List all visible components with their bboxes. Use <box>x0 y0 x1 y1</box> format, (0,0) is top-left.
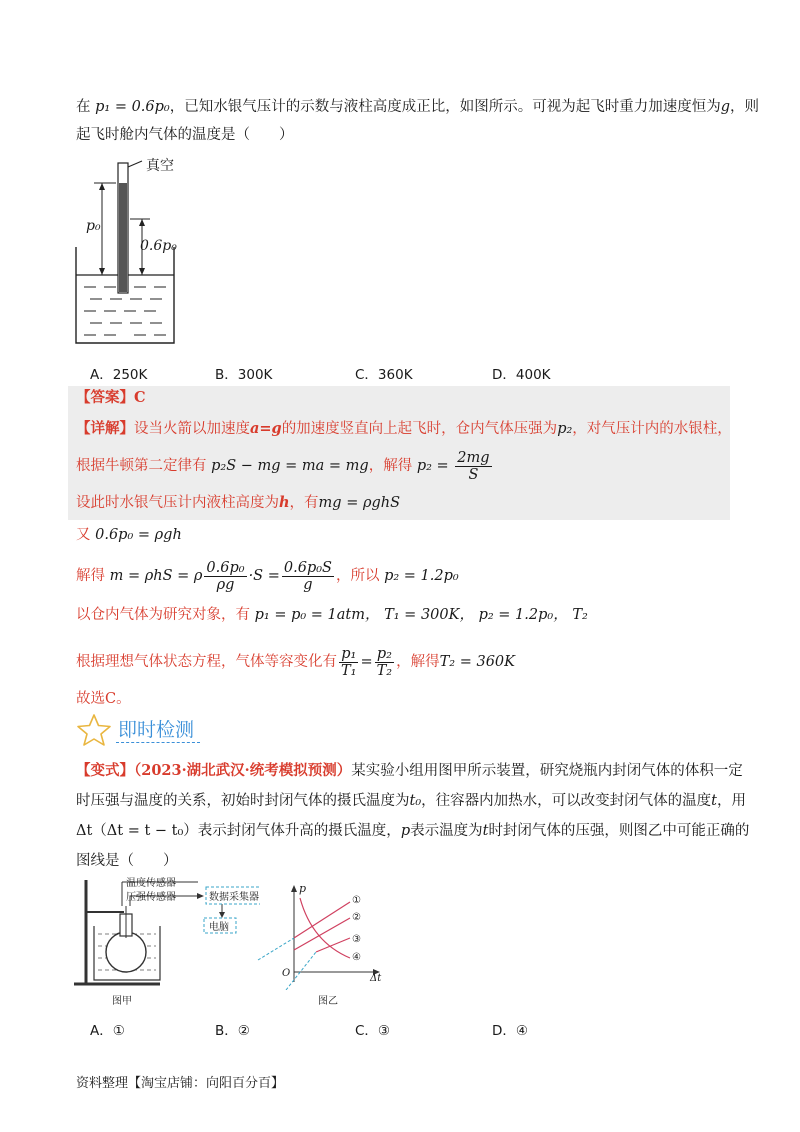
math-newton: p₂S − mg = ma = mg <box>211 458 369 474</box>
text: ，用 <box>716 793 746 809</box>
math-t: t <box>711 793 717 809</box>
math: p₁ = p₀ = 1atm， <box>254 607 380 623</box>
curve-3 <box>316 938 350 952</box>
label-06p0: 0.6p₀ <box>140 238 177 254</box>
fraction <box>455 450 491 483</box>
math-t: t <box>482 823 489 839</box>
detail-line5 <box>76 556 459 596</box>
text: ，解得 <box>368 458 413 474</box>
math: T₂ = 360K <box>439 654 515 670</box>
frac-den: ρg <box>216 576 235 593</box>
fraction <box>204 560 246 593</box>
answer-label: 【答案】 <box>76 389 134 406</box>
q1-option-c[interactable]: C．360K <box>355 367 413 383</box>
frac-den: T₁ <box>341 662 357 679</box>
q1-intro-line1 <box>76 96 759 118</box>
math-p: p <box>400 823 411 839</box>
math: ·S = <box>248 568 280 584</box>
frac-num: p₁ <box>339 646 358 663</box>
q2-source: （2023·湖北武汉·统考模拟预测） <box>134 762 352 779</box>
math-h: h <box>279 494 290 511</box>
frac-num: p₂ <box>375 646 394 663</box>
text: ，则 <box>730 99 760 115</box>
text: ，已知水银气压计的示数与液柱高度成正比，如图所示。可视为起飞时重力加速度恒为 <box>169 99 721 115</box>
detail-line1 <box>76 418 732 440</box>
q2-option-d[interactable]: D．④ <box>492 1023 528 1039</box>
curve-label-1: ① <box>352 895 361 906</box>
detail-line7 <box>76 642 515 682</box>
text: 在 <box>76 99 96 115</box>
math: m = ρhS = ρ <box>109 568 203 584</box>
detail-line3 <box>76 492 400 514</box>
label-collector: 数据采集器 <box>209 892 259 903</box>
text: ，解得 <box>396 654 440 670</box>
q2-tag: 【变式】 <box>76 762 134 779</box>
label-temp-sensor: 温度传感器 <box>126 878 176 889</box>
text: 设此时水银气压计内液柱高度为 <box>76 495 279 511</box>
detail-line4 <box>76 524 182 546</box>
text: ，对气压计内的水银柱， <box>572 421 732 437</box>
section-title: 即时检测 <box>118 719 195 741</box>
detail-line6 <box>76 604 588 626</box>
label-vacuum: 真空 <box>146 158 174 174</box>
text: ，所以 <box>335 568 380 584</box>
math: T₁ = 300K， <box>384 607 474 623</box>
axis-label-dt: Δt <box>370 973 382 984</box>
math: T₂ <box>572 607 588 623</box>
frac-den: g <box>303 576 313 593</box>
text: 根据理想气体状态方程，气体等容变化有 <box>76 654 337 670</box>
math: = <box>360 654 373 670</box>
curve-label-2: ② <box>352 912 361 923</box>
math-p1: p₁ = 0.6p₀ <box>95 99 170 115</box>
detail-label: 【详解】 <box>76 420 134 437</box>
caption-yi: 图乙 <box>318 996 338 1007</box>
text: 又 <box>76 527 91 543</box>
q1-intro-line2: 起飞时舱内气体的温度是（ ） <box>76 127 294 143</box>
text: 时压强与温度的关系，初始时封闭气体的摄氏温度为 <box>76 793 410 809</box>
q2-option-a[interactable]: A．① <box>90 1023 125 1039</box>
math-t0: t₀ <box>409 793 422 809</box>
math: p₂ = <box>416 458 449 474</box>
label-pressure-sensor: 压强传感器 <box>126 892 176 903</box>
q2-line3 <box>76 820 749 842</box>
q2-line1 <box>76 760 743 782</box>
text: Δt（Δt = t − t₀）表示封闭气体升高的摄氏温度， <box>76 823 401 839</box>
text: 表示温度为 <box>410 823 483 839</box>
figure-yi <box>256 878 386 990</box>
q1-option-b[interactable]: B．300K <box>215 367 273 383</box>
label-p0: p₀ <box>86 218 101 234</box>
footer-text: 资料整理【淘宝店铺：向阳百分百】 <box>76 1076 285 1091</box>
curve-label-4: ④ <box>352 952 361 963</box>
answer-value: C <box>134 389 146 406</box>
axis-label-p: p <box>299 882 307 895</box>
text: ，有 <box>289 495 319 511</box>
section-underline <box>116 742 200 743</box>
curve-2 <box>294 918 350 950</box>
math: p₂ = 1.2p₀， <box>478 607 568 623</box>
math: p₂ = 1.2p₀ <box>384 568 459 584</box>
curve-label-3: ③ <box>352 934 361 945</box>
math: 0.6p₀ = ρgh <box>95 527 182 543</box>
q2-option-c[interactable]: C．③ <box>355 1023 391 1039</box>
label-computer: 电脑 <box>209 922 229 933</box>
q2-line4: 图线是（ ） <box>76 853 178 869</box>
fraction <box>282 560 334 593</box>
text: 某实验小组用图甲所示装置，研究烧瓶内封闭气体的体积一定 <box>351 763 743 779</box>
axis-origin: O <box>282 968 291 979</box>
answer-line <box>76 387 146 409</box>
text: ，往容器内加热水，可以改变封闭气体的温度 <box>421 793 712 809</box>
text: 解得 <box>76 568 105 584</box>
detail-line2 <box>76 448 494 484</box>
frac-den: S <box>468 466 479 483</box>
q1-option-a[interactable]: A．250K <box>90 367 148 383</box>
q2-option-b[interactable]: B．② <box>215 1023 250 1039</box>
frac-num: 0.6p₀S <box>283 559 332 576</box>
text: 的加速度竖直向上起飞时，仓内气体压强为 <box>281 421 558 437</box>
text: 以仓内气体为研究对象，有 <box>76 607 250 623</box>
text: 设当火箭以加速度 <box>134 421 250 437</box>
star-icon <box>76 713 112 747</box>
text: 时封闭气体的压强，则图乙中可能正确的 <box>488 823 750 839</box>
frac-den: T₂ <box>376 662 393 679</box>
q2-line2 <box>76 790 746 812</box>
caption-jia: 图甲 <box>112 996 132 1007</box>
fraction <box>339 646 358 679</box>
text: 根据牛顿第二定律有 <box>76 458 207 474</box>
frac-num: 2mg <box>457 449 490 466</box>
fraction <box>375 646 394 679</box>
math-p2: p₂ <box>557 421 573 437</box>
q1-option-d[interactable]: D．400K <box>492 367 551 383</box>
math: mg = ρghS <box>318 495 401 511</box>
math-g: g <box>720 99 731 115</box>
math: a=g <box>250 420 282 437</box>
detail-line8: 故选C。 <box>76 691 131 707</box>
frac-num: 0.6p₀ <box>206 559 245 576</box>
